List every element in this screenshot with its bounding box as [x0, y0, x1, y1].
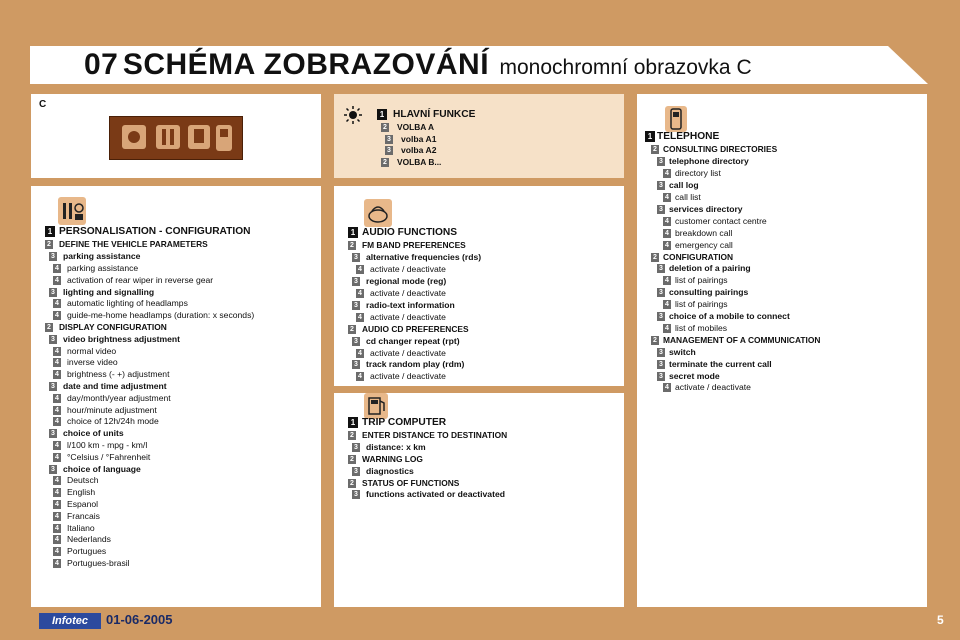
audio-item-label: FM BAND PREFERENCES — [362, 240, 466, 251]
level-4-badge: 4 — [53, 559, 61, 568]
telephone-item-label: breakdown call — [675, 227, 733, 238]
telephone-item-label: emergency call — [675, 239, 733, 250]
telephone-item-label: telephone directory — [669, 156, 749, 167]
level-4-badge: 4 — [53, 394, 61, 403]
level-3-badge: 3 — [657, 157, 665, 166]
level-3-badge: 3 — [352, 337, 360, 346]
level-4-badge: 4 — [663, 193, 671, 202]
telephone-item-label: list of pairings — [675, 299, 728, 310]
level-3-badge: 3 — [385, 135, 393, 144]
personalisation-item-label: parking assistance — [63, 251, 141, 262]
personalisation-item-label: Portugues-brasil — [67, 557, 130, 568]
level-4-badge: 4 — [356, 265, 364, 274]
level-4-badge: 4 — [53, 370, 61, 379]
level-4-badge: 4 — [356, 313, 364, 322]
audio-item-label: regional mode (reg) — [366, 276, 447, 287]
level-4-badge: 4 — [663, 324, 671, 333]
level-3-badge: 3 — [49, 252, 57, 261]
audio-item-label: AUDIO CD PREFERENCES — [362, 323, 469, 334]
footer-date: 01-06-2005 — [106, 612, 173, 627]
level-3-badge: 3 — [657, 348, 665, 357]
level-2-badge: 2 — [348, 479, 356, 488]
telephone-item-label: CONSULTING DIRECTORIES — [663, 144, 778, 155]
level-4-badge: 4 — [53, 488, 61, 497]
level-3-badge: 3 — [657, 372, 665, 381]
infotec-logo: Infotec — [39, 613, 101, 629]
panel-main-functions — [334, 94, 624, 178]
level-3-badge: 3 — [49, 382, 57, 391]
level-4-badge: 4 — [53, 441, 61, 450]
level-3-badge: 3 — [352, 443, 360, 452]
level-3-badge: 3 — [352, 277, 360, 286]
level-3-badge: 3 — [352, 301, 360, 310]
level-4-badge: 4 — [663, 217, 671, 226]
level-4-badge: 4 — [663, 241, 671, 250]
telephone-item-label: activate / deactivate — [675, 382, 751, 393]
level-3-badge: 3 — [657, 312, 665, 321]
audio-item-label: activate / deactivate — [370, 288, 446, 298]
level-3-badge: 3 — [49, 429, 57, 438]
level-4-badge: 4 — [356, 349, 364, 358]
level-3-badge: 3 — [49, 335, 57, 344]
trip-computer-icon — [364, 393, 388, 419]
level-3-badge: 3 — [657, 264, 665, 273]
telephone-item-label: CONFIGURATION — [663, 251, 734, 262]
level-4-badge: 4 — [663, 276, 671, 285]
level-2-badge: 2 — [651, 145, 659, 154]
personalisation-item-label: date and time adjustment — [63, 380, 167, 391]
level-3-badge: 3 — [352, 360, 360, 369]
page-title — [84, 48, 752, 82]
personalisation-item-label: automatic lighting of headlamps — [67, 298, 188, 309]
telephone-item-label: services directory — [669, 203, 743, 214]
level-4-badge: 4 — [53, 417, 61, 426]
level-3-badge: 3 — [49, 465, 57, 474]
level-2-badge: 2 — [381, 158, 389, 167]
level-4-badge: 4 — [53, 512, 61, 521]
main_functions-item-label: VOLBA A — [397, 122, 435, 133]
monochrome-display — [109, 116, 243, 160]
level-3-badge: 3 — [657, 360, 665, 369]
personalisation-item-label: Portugues — [67, 546, 107, 557]
level-2-badge: 2 — [348, 241, 356, 250]
level-2-badge: 2 — [381, 123, 389, 132]
trip-item-label: WARNING LOG — [362, 453, 423, 464]
audio-item-label: radio-text information — [366, 299, 455, 310]
personalisation-item-label: Nederlands — [67, 534, 111, 545]
personalisation-item-label: choice of units — [63, 428, 124, 439]
level-4-badge: 4 — [53, 311, 61, 320]
trip-item-label: ENTER DISTANCE TO DESTINATION — [362, 430, 508, 441]
audio-item-label: AUDIO FUNCTIONS — [362, 227, 458, 238]
level-4-badge: 4 — [53, 476, 61, 485]
personalisation-item-label: guide-me-home headlamps (duration: x seconds) — [67, 310, 255, 321]
level-4-badge: 4 — [53, 358, 61, 367]
personalisation-item-label: Deutsch — [67, 475, 99, 486]
telephone-item-label: switch — [669, 346, 696, 357]
level-4-badge: 4 — [53, 347, 61, 356]
audio-item-label: activate / deactivate — [370, 371, 446, 382]
personalisation-item-label: DISPLAY CONFIGURATION — [59, 321, 167, 332]
telephone-icon — [665, 106, 687, 132]
audio-item-label: activate / deactivate — [370, 347, 446, 358]
level-2-badge: 2 — [348, 325, 356, 334]
chapter-number: 07 — [84, 48, 119, 81]
level-4-badge: 4 — [53, 276, 61, 285]
brightness-icon — [343, 104, 363, 126]
level-1-badge: 1 — [45, 226, 55, 237]
personalisation-item-label: choice of 12h/24h mode — [67, 416, 159, 427]
trip-item-label: functions activated or deactivated — [366, 489, 505, 500]
page-number: 5 — [937, 613, 944, 627]
telephone-item-label: terminate the current call — [669, 358, 772, 369]
audio-item-label: cd changer repeat (rpt) — [366, 335, 460, 346]
level-4-badge: 4 — [53, 299, 61, 308]
display-icons — [110, 117, 242, 159]
personalisation-item-label: brightness (- +) adjustment — [67, 369, 170, 380]
personalisation-item-label: hour/minute adjustment — [67, 404, 157, 415]
level-3-badge: 3 — [49, 288, 57, 297]
telephone-item-label: list of pairings — [675, 275, 728, 286]
level-4-badge: 4 — [663, 383, 671, 392]
trip-item-label: diagnostics — [366, 465, 414, 476]
level-3-badge: 3 — [657, 205, 665, 214]
personalisation-item-label: day/month/year adjustment — [67, 392, 171, 403]
level-2-badge: 2 — [348, 431, 356, 440]
level-4-badge: 4 — [53, 406, 61, 415]
main_functions-item-label: HLAVNÍ FUNKCE — [393, 109, 476, 120]
chapter-title: SCHÉMA ZOBRAZOVÁNÍ — [122, 48, 490, 81]
telephone-item-label: TELEPHONE — [657, 131, 720, 142]
level-3-badge: 3 — [657, 288, 665, 297]
level-2-badge: 2 — [45, 323, 53, 332]
main_functions-item-label: VOLBA B... — [397, 156, 442, 167]
level-4-badge: 4 — [53, 535, 61, 544]
level-4-badge: 4 — [53, 453, 61, 462]
level-3-badge: 3 — [352, 253, 360, 262]
level-3-badge: 3 — [657, 181, 665, 190]
level-2-badge: 2 — [651, 336, 659, 345]
personalisation-item-label: Francais — [67, 510, 100, 521]
level-1-badge: 1 — [348, 227, 358, 238]
level-4-badge: 4 — [663, 300, 671, 309]
personalisation-item-label: English — [67, 487, 96, 498]
level-1-badge: 1 — [377, 109, 387, 120]
level-3-badge: 3 — [385, 146, 393, 155]
level-3-badge: 3 — [352, 490, 360, 499]
chapter-subtitle: monochromní obrazovka C — [499, 56, 752, 79]
level-4-badge: 4 — [53, 500, 61, 509]
trip-item-label: STATUS OF FUNCTIONS — [362, 477, 460, 488]
level-4-badge: 4 — [663, 169, 671, 178]
audio-item-label: alternative frequencies (rds) — [366, 252, 482, 263]
level-1-badge: 1 — [645, 131, 655, 142]
telephone-item-label: deletion of a pairing — [669, 263, 751, 274]
personalisation-item-label: inverse video — [67, 357, 118, 368]
level-3-badge: 3 — [352, 467, 360, 476]
personalisation-item-label: Italiano — [67, 522, 95, 533]
trip-item-label: TRIP COMPUTER — [362, 417, 447, 428]
personalisation-item-label: parking assistance — [67, 262, 139, 273]
telephone-item-label: secret mode — [669, 370, 720, 381]
level-4-badge: 4 — [356, 372, 364, 381]
telephone-item-label: list of mobiles — [675, 322, 728, 333]
personalisation-item-label: video brightness adjustment — [63, 333, 180, 344]
audio-item-label: activate / deactivate — [370, 264, 446, 275]
audio-item-label: activate / deactivate — [370, 311, 446, 322]
personalisation-item-label: normal video — [67, 345, 117, 356]
personalisation-item-label: Espanol — [67, 498, 99, 509]
main_functions-item-label: volba A1 — [401, 133, 437, 144]
audio-icon — [364, 199, 392, 227]
personalisation-item-label: activation of rear wiper in reverse gear — [67, 274, 214, 285]
telephone-item-label: choice of a mobile to connect — [669, 311, 790, 321]
level-4-badge: 4 — [356, 289, 364, 298]
personalisation-item-label: l/100 km - mpg - km/l — [67, 439, 148, 450]
telephone-item-label: call log — [669, 180, 699, 191]
personalisation-item-label: PERSONALISATION - CONFIGURATION — [59, 226, 251, 237]
level-4-badge: 4 — [53, 264, 61, 273]
screen-label: C — [39, 99, 47, 110]
level-4-badge: 4 — [663, 229, 671, 238]
configuration-icon — [58, 197, 86, 225]
trip-item-label: distance: x km — [366, 442, 426, 453]
level-2-badge: 2 — [651, 253, 659, 262]
level-2-badge: 2 — [45, 240, 53, 249]
personalisation-item-label: DEFINE THE VEHICLE PARAMETERS — [59, 239, 208, 250]
page-header — [30, 46, 928, 84]
level-1-badge: 1 — [348, 417, 358, 428]
personalisation-item-label: choice of language — [63, 463, 141, 474]
level-4-badge: 4 — [53, 524, 61, 533]
telephone-item-label: MANAGEMENT OF A COMMUNICATION — [663, 334, 821, 345]
personalisation-item-label: °Celsius / °Fahrenheit — [67, 451, 151, 462]
telephone-item-label: directory list — [675, 168, 721, 179]
personalisation-item-label: lighting and signalling — [63, 286, 155, 297]
telephone-item-label: call list — [675, 192, 701, 202]
telephone-item-label: consulting pairings — [669, 287, 749, 298]
telephone-item-label: customer contact centre — [675, 215, 767, 226]
level-4-badge: 4 — [53, 547, 61, 556]
level-2-badge: 2 — [348, 455, 356, 464]
audio-item-label: track random play (rdm) — [366, 359, 465, 370]
main_functions-item-label: volba A2 — [401, 145, 437, 156]
